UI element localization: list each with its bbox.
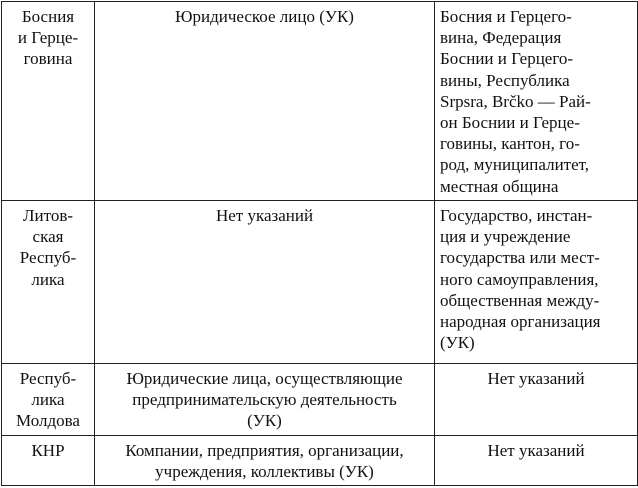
country-line: ская xyxy=(32,227,64,247)
subject-line: Боснии и Герцего- xyxy=(440,49,574,69)
country-cell xyxy=(2,436,95,486)
subject-line: говины, кантон, го- xyxy=(440,134,580,154)
country-line: лика xyxy=(31,269,65,289)
subject-line: общественная между- xyxy=(440,290,600,310)
subject-line: ного самоуправления, xyxy=(440,269,599,289)
entity-line: Юридическое лицо (УК) xyxy=(175,7,354,26)
country-line: Респуб- xyxy=(19,369,77,388)
country-line: Респуб- xyxy=(19,248,77,268)
subject-cell xyxy=(435,201,638,364)
subject-line: Государство, инстан- xyxy=(440,206,593,225)
legal-entity-cell xyxy=(95,201,435,364)
country-line: Молдова xyxy=(16,411,80,431)
subject-line: Нет указаний xyxy=(487,441,585,460)
subject-line: местная община xyxy=(440,176,559,196)
subject-line: он Боснии и Герце- xyxy=(440,113,580,133)
legal-entity-table xyxy=(1,1,638,486)
legal-entity-cell xyxy=(95,364,435,436)
country-line: и Герце- xyxy=(17,28,79,48)
entity-line: Нет указаний xyxy=(215,206,314,225)
country-line: лика xyxy=(31,390,65,410)
country-line: Литов- xyxy=(22,206,74,225)
subject-cell xyxy=(435,436,638,486)
legal-entity-cell xyxy=(95,2,435,201)
subject-line: вина, Федерация xyxy=(440,28,562,48)
entity-line: (УК) xyxy=(247,411,282,431)
table-row xyxy=(2,2,638,201)
table-row xyxy=(2,201,638,364)
subject-line: (УК) xyxy=(440,333,475,353)
subject-line: Нет указаний xyxy=(487,369,585,388)
entity-line: Компании, предприятия, организации, xyxy=(125,441,404,460)
subject-cell xyxy=(435,2,638,201)
subject-line: Босния и Герцего- xyxy=(440,7,572,26)
subject-line: род, муниципалитет, xyxy=(440,155,590,175)
entity-line: учреждения, коллективы (УК) xyxy=(155,462,374,482)
country-cell xyxy=(2,364,95,436)
country-line: Босния xyxy=(21,7,75,26)
subject-line: народная организация xyxy=(440,312,601,332)
subject-line: ция и учреждение xyxy=(440,227,571,247)
entity-line: предпринимательскую деятельность xyxy=(132,390,397,410)
subject-cell xyxy=(435,364,638,436)
country-line: КНР xyxy=(31,441,65,460)
country-line: говина xyxy=(23,49,73,69)
table-row xyxy=(2,364,638,436)
table-row xyxy=(2,436,638,486)
subject-line: Srpsra, Brčko — Рай- xyxy=(440,91,591,111)
legal-entity-cell xyxy=(95,436,435,486)
country-cell xyxy=(2,2,95,201)
country-cell xyxy=(2,201,95,364)
subject-line: государства или мест- xyxy=(440,248,600,268)
subject-line: вины, Республика xyxy=(440,70,570,90)
entity-line: Юридические лица, осуществляющие xyxy=(126,369,403,388)
